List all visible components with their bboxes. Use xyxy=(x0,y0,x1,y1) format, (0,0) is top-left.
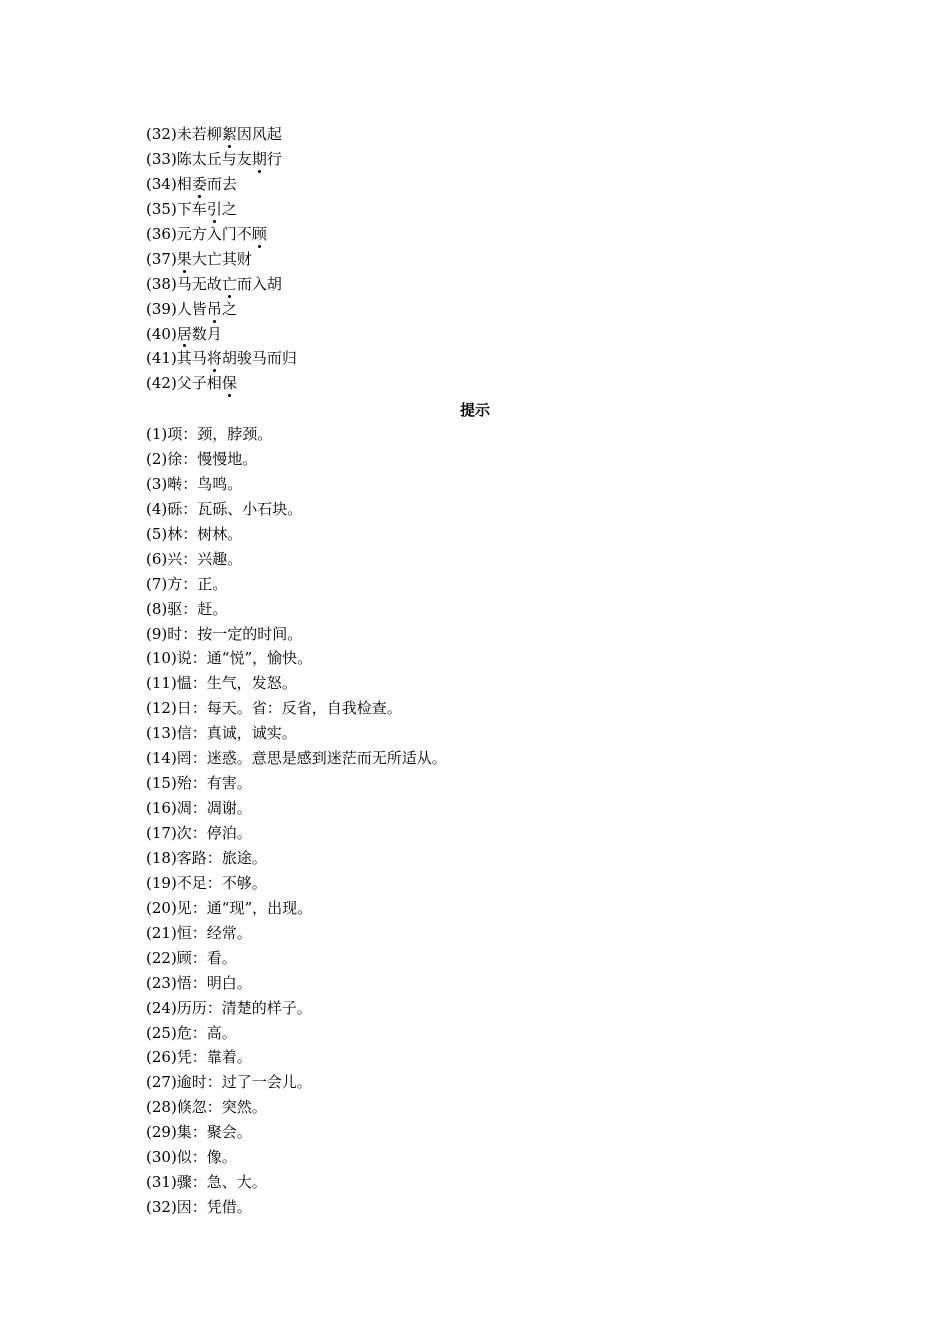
question-number: (36) xyxy=(146,224,177,243)
hint-list xyxy=(146,422,447,1220)
question-item xyxy=(146,297,297,322)
hint-item: (32)因：凭借。 xyxy=(146,1198,252,1217)
question-list xyxy=(146,122,297,396)
question-number: (37) xyxy=(146,249,177,268)
hint-item: (10)说：通“悦”，愉快。 xyxy=(146,649,313,668)
question-number: (40) xyxy=(146,324,177,343)
question-number: (34) xyxy=(146,174,177,193)
question-text-after: 之 xyxy=(221,299,237,318)
hint-item: (18)客路：旅途。 xyxy=(146,848,267,867)
hint-item: (20)见：通“现”，出现。 xyxy=(146,898,313,917)
hint-item: (29)集：聚会。 xyxy=(146,1123,252,1142)
question-number: (33) xyxy=(146,149,177,168)
question-number: (32) xyxy=(146,125,177,143)
question-number: (41) xyxy=(146,349,177,368)
question-text-after: 大亡其财 xyxy=(191,249,252,268)
emphasized-character: 居 xyxy=(177,322,192,347)
question-text-before: 下车 xyxy=(176,199,207,218)
question-text-before: 相 xyxy=(176,174,192,193)
question-item xyxy=(146,197,297,222)
question-item xyxy=(146,172,297,197)
hint-item: (28)倏忽：突然。 xyxy=(146,1098,267,1117)
hint-item: (13)信：真诚，诚实。 xyxy=(146,724,297,743)
question-item xyxy=(146,346,297,371)
question-text-before: 其马 xyxy=(176,349,207,368)
question-text-before: 元方入门不 xyxy=(176,224,252,243)
hint-item: (12)日：每天。省：反省，自我检查。 xyxy=(146,699,402,718)
hint-item: (22)顾：看。 xyxy=(146,948,237,967)
emphasized-character: 期 xyxy=(252,147,267,172)
question-text-after: 行 xyxy=(266,149,282,168)
hint-heading: 提示 xyxy=(459,401,490,419)
hint-item: (19)不足：不够。 xyxy=(146,873,267,892)
hint-item: (21)恒：经常。 xyxy=(146,923,252,942)
question-text-before: 父子相 xyxy=(176,374,222,393)
hint-item: (6)兴：兴趣。 xyxy=(146,549,243,568)
question-text-before: 马无故 xyxy=(176,274,222,293)
emphasized-character: 亡 xyxy=(222,272,237,297)
question-text-after: 胡骏马而归 xyxy=(221,349,297,368)
question-item xyxy=(146,222,297,247)
question-text-after: 因风起 xyxy=(236,125,282,143)
hint-item: (3)啭：鸟鸣。 xyxy=(146,474,243,493)
question-text-after: 数月 xyxy=(191,324,222,343)
hint-item: (17)次：停泊。 xyxy=(146,824,252,842)
emphasized-character: 引 xyxy=(207,197,222,222)
emphasized-character: 将 xyxy=(207,346,222,371)
question-number: (35) xyxy=(146,199,177,218)
question-item xyxy=(146,147,297,172)
hint-item: (1)项：颈，脖颈。 xyxy=(146,425,273,443)
hint-item: (25)危：高。 xyxy=(146,1023,237,1042)
question-item xyxy=(146,122,297,147)
emphasized-character: 顾 xyxy=(252,222,267,247)
hint-item: (26)凭：靠着。 xyxy=(146,1048,252,1067)
hint-item: (5)林：树林。 xyxy=(146,524,243,543)
hint-item: (8)驱：赶。 xyxy=(146,599,228,618)
hint-item: (7)方：正。 xyxy=(146,574,228,593)
emphasized-character: 委 xyxy=(192,172,207,197)
emphasized-character: 果 xyxy=(177,247,192,272)
hint-item: (24)历历：清楚的样子。 xyxy=(146,998,312,1017)
hint-item: (30)似：像。 xyxy=(146,1148,237,1167)
question-number: (38) xyxy=(146,274,177,293)
question-text-before: 人皆 xyxy=(176,299,207,318)
question-item xyxy=(146,371,297,396)
question-text-after: 而去 xyxy=(206,174,237,193)
question-number: (39) xyxy=(146,299,177,318)
hint-item: (31)骤：急、大。 xyxy=(146,1173,267,1192)
question-text-before: 未若柳 xyxy=(176,125,222,143)
hint-item: (16)凋：凋谢。 xyxy=(146,799,252,818)
hint-item: (2)徐：慢慢地。 xyxy=(146,449,258,468)
emphasized-character: 絮 xyxy=(222,122,237,147)
hint-item: (11)愠：生气，发怒。 xyxy=(146,674,297,693)
emphasized-character: 保 xyxy=(222,371,237,396)
question-text-before: 陈太丘与友 xyxy=(176,149,252,168)
hint-item: (9)时：按一定的时间。 xyxy=(146,624,303,643)
emphasized-character: 吊 xyxy=(207,297,222,322)
hint-item: (4)砾：瓦砾、小石块。 xyxy=(146,499,303,518)
hint-item: (14)罔：迷惑。意思是感到迷茫而无所适从。 xyxy=(146,749,447,768)
question-text-after: 之 xyxy=(221,199,237,218)
hint-item: (15)殆：有害。 xyxy=(146,774,252,793)
hint-item: (27)逾时：过了一会儿。 xyxy=(146,1073,312,1092)
question-item xyxy=(146,247,297,272)
question-item xyxy=(146,272,297,297)
question-item xyxy=(146,322,297,347)
question-number: (42) xyxy=(146,374,177,393)
hint-item: (23)悟：明白。 xyxy=(146,973,252,992)
question-text-after: 而入胡 xyxy=(236,274,282,293)
